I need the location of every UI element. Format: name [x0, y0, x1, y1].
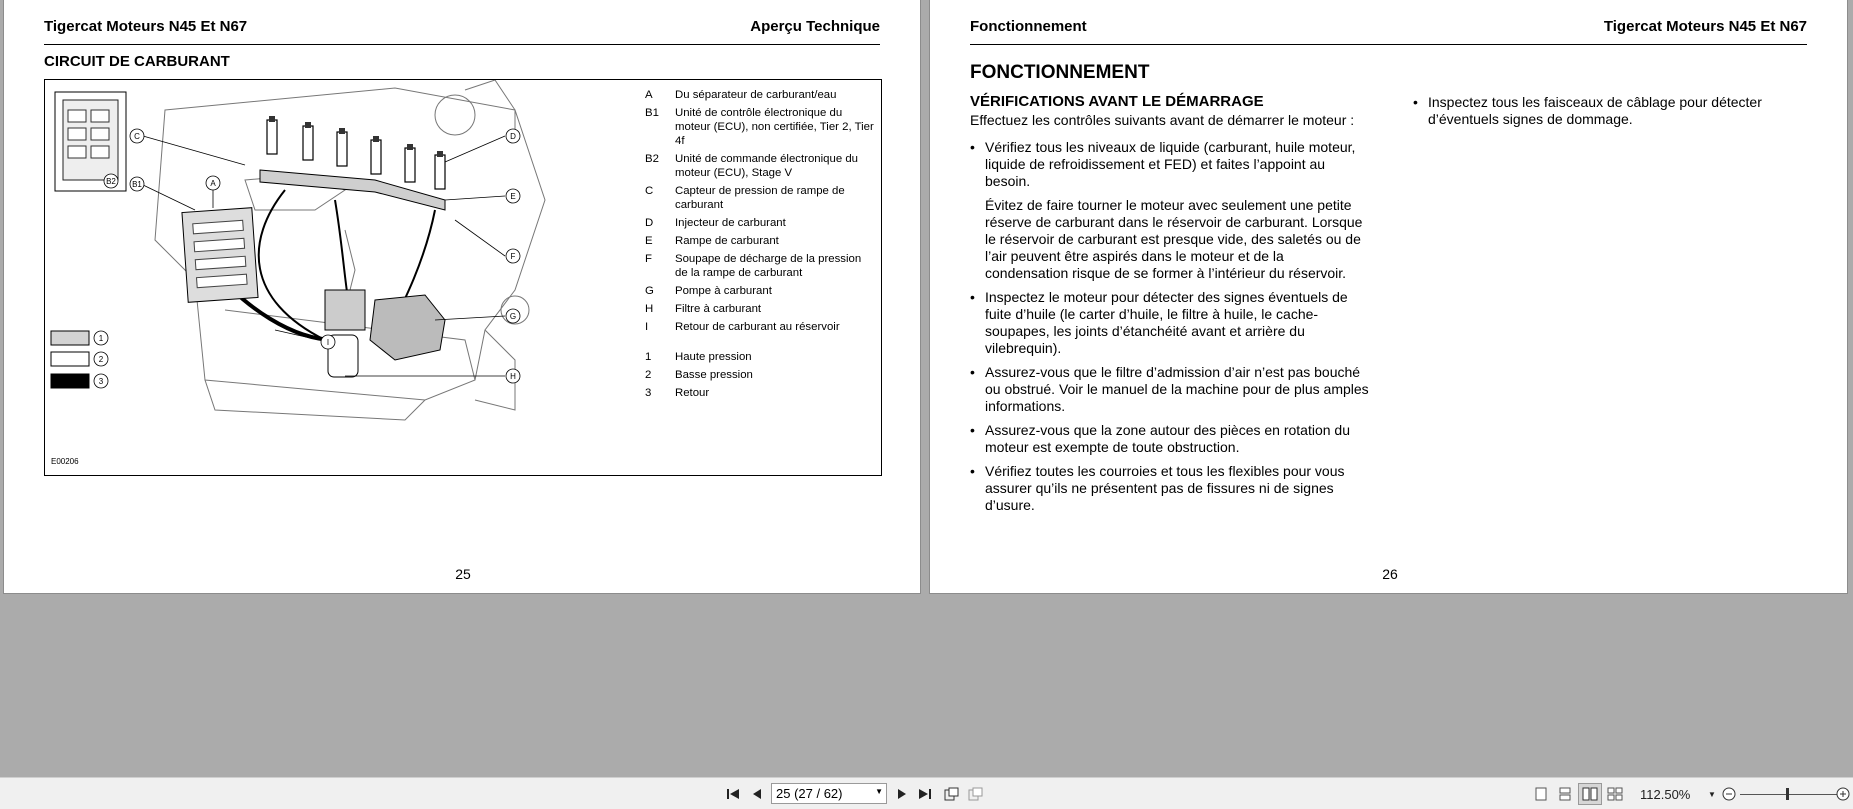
- single-page-icon[interactable]: [1530, 783, 1552, 805]
- figure-legend: [645, 88, 877, 404]
- pressure-legend-item: 1 Haute pression: [645, 351, 752, 363]
- swatch-low-pressure: [51, 352, 89, 366]
- legend-item: B1 Unité de contrôle électronique du moteur (ECU), non certifiée, Tier 2, Tier 4f: [645, 107, 874, 147]
- callout-i: I: [326, 338, 330, 347]
- bullet-icon: •: [970, 463, 975, 479]
- bullet-icon: •: [970, 364, 975, 380]
- bullet-note: Évitez de faire tourner le moteur avec seulement une petite réserve de carburant dans le réservoir de carburant. Lorsque le réservoir de carburant est presque vide, des saletés ou de l’air peuvent être aspirés dans le moteur et de la condensation risque de se former à l’intérieur du réservoir.: [985, 197, 1363, 281]
- viewer-toolbar: [0, 777, 1853, 809]
- zoom-level[interactable]: 112.50%: [1640, 787, 1691, 802]
- zoom-slider-thumb[interactable]: [1786, 788, 1789, 800]
- callout-b1: B1: [132, 180, 142, 189]
- callout-d: D: [510, 132, 516, 141]
- bullet-item: • Inspectez tous les faisceaux de câblage pour détecter d’éventuels signes de dommage.: [1413, 94, 1762, 127]
- callout-h: H: [510, 372, 516, 381]
- first-page-icon[interactable]: [722, 783, 744, 805]
- zoom-slider[interactable]: [1740, 794, 1840, 795]
- continuous-icon[interactable]: [1554, 783, 1576, 805]
- callout-b2: B2: [106, 177, 116, 186]
- legend-item: E Rampe de carburant: [645, 235, 779, 247]
- document-page-26: [929, 0, 1848, 594]
- pressure-legend-item: 3 Retour: [645, 387, 710, 399]
- zoom-out-icon[interactable]: [1720, 783, 1738, 805]
- page-number: 25: [455, 566, 471, 582]
- swatch-label-2: 2: [98, 355, 104, 364]
- bullet-icon: •: [970, 139, 975, 155]
- intro-paragraph: Effectuez les contrôles suivants avant de démarrer le moteur :: [970, 112, 1355, 128]
- fuel-circuit-figure: [44, 79, 882, 476]
- go-back-icon[interactable]: [940, 783, 962, 805]
- zoom-dropdown-icon[interactable]: ▼: [1708, 789, 1716, 799]
- bullet-icon: •: [970, 289, 975, 305]
- callout-g: G: [509, 312, 517, 321]
- swatch-return: [51, 374, 89, 388]
- page-header: [44, 18, 880, 45]
- two-page-icon[interactable]: [1578, 783, 1602, 805]
- zoom-in-icon[interactable]: [1834, 783, 1852, 805]
- figure-code: E00206: [51, 457, 79, 466]
- callout-f: F: [510, 252, 516, 261]
- header-left-text: Tigercat Moteurs N45 Et N67: [44, 18, 248, 35]
- two-page-continuous-icon[interactable]: [1604, 783, 1626, 805]
- header-left-text: Fonctionnement: [970, 18, 1087, 35]
- legend-item: H Filtre à carburant: [645, 303, 762, 315]
- document-page-25: [3, 0, 921, 594]
- legend-item: C Capteur de pression de rampe de carburant: [645, 185, 845, 211]
- bullet-item: • Assurez-vous que le filtre d’admission d’air n’est pas bouché ou obstrué. Voir le manuel de la machine pour de plus amples informations.: [970, 364, 1369, 414]
- section-title: CIRCUIT DE CARBURANT: [44, 53, 230, 70]
- header-right-text: Aperçu Technique: [750, 18, 880, 35]
- previous-page-icon[interactable]: [746, 783, 768, 805]
- chapter-title: FONCTIONNEMENT: [970, 62, 1150, 83]
- bullet-icon: •: [970, 422, 975, 438]
- text-column-left: [970, 112, 1370, 521]
- page-header: [970, 18, 1807, 45]
- page-number: 26: [1382, 566, 1398, 582]
- swatch-label-1: 1: [98, 334, 104, 343]
- swatch-label-3: 3: [98, 377, 104, 386]
- callout-e: E: [510, 192, 516, 201]
- legend-item: B2 Unité de commande électronique du moteur (ECU), Stage V: [645, 153, 858, 179]
- next-page-icon[interactable]: [891, 783, 913, 805]
- swatch-high-pressure: [51, 331, 89, 345]
- page-number-input[interactable]: 25 (27 / 62) ▼: [771, 783, 887, 804]
- legend-item: G Pompe à carburant: [645, 285, 772, 297]
- go-forward-icon[interactable]: [964, 783, 986, 805]
- bullet-item: • Vérifiez tous les niveaux de liquide (carburant, huile moteur, liquide de refroidissement et FED) et faites l’appoint au besoin.: [970, 139, 1356, 189]
- section-subtitle: VÉRIFICATIONS AVANT LE DÉMARRAGE: [970, 93, 1264, 110]
- header-right-text: Tigercat Moteurs N45 Et N67: [1603, 18, 1807, 35]
- bullet-item: • Assurez-vous que la zone autour des pièces en rotation du moteur est exempte de toute obstruction.: [970, 422, 1351, 455]
- last-page-icon[interactable]: [914, 783, 936, 805]
- pressure-legend-item: 2 Basse pression: [645, 369, 753, 381]
- bullet-item: • Inspectez le moteur pour détecter des signes éventuels de fuite d’huile (le carter d’huile, le filtre à huile, le cache-soupapes, les joints d’étanchéité avant et arrière du vilebrequin).: [970, 289, 1348, 356]
- bullet-icon: •: [1413, 94, 1418, 110]
- legend-item: A Du séparateur de carburant/eau: [645, 89, 837, 101]
- page-dropdown-icon[interactable]: ▼: [875, 787, 883, 796]
- text-column-right: [1413, 94, 1813, 135]
- legend-item: F Soupape de décharge de la pression de la rampe de carburant: [645, 253, 862, 279]
- bullet-item: • Vérifiez toutes les courroies et tous les flexibles pour vous assurer qu’ils ne présentent pas de fissures ni de signes d’usure.: [970, 463, 1345, 513]
- callout-a: A: [210, 179, 216, 188]
- callout-c: C: [134, 132, 140, 141]
- legend-item: I Retour de carburant au réservoir: [645, 321, 840, 333]
- legend-item: D Injecteur de carburant: [645, 217, 786, 229]
